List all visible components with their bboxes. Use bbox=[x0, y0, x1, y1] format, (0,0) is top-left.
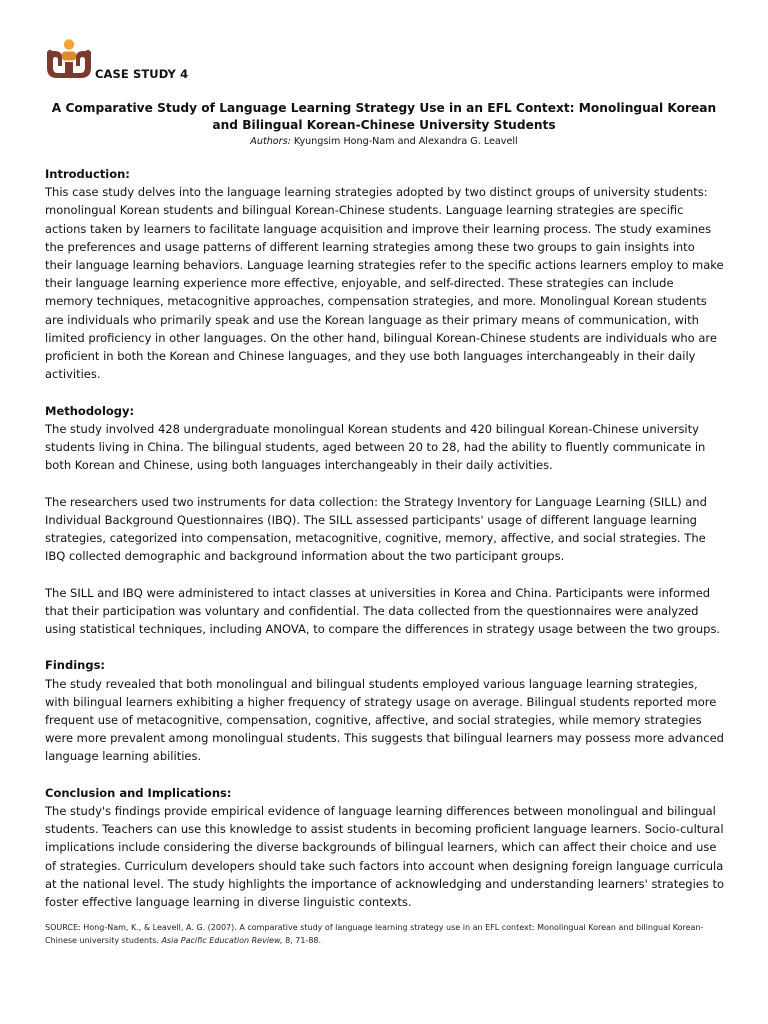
authors-line bbox=[45, 135, 723, 149]
introduction-heading: Introduction: bbox=[45, 167, 130, 181]
source-journal: Asia Pacific Education Review, bbox=[161, 936, 283, 945]
case-study-label: CASE STUDY 4 bbox=[95, 67, 189, 81]
introduction-paragraph: This case study delves into the language learning strategies adopted by two distinct groups of university students: monolingual Korean students and bilingual Korean-Chinese students. Language learning strategies are specific actions taken by learners to facilitate language acquisition and improve their learning process. The study examines the preferences and usage patterns of different learning strategies among these two groups to gain insights into their language learning behaviors. Language learning strategies refer to the specific actions learners employ to make their language learning experience more effective, enjoyable, and self-directed. These strategies can include memory techniques, metacognitive approaches, compensation strategies, and more. Monolingual Korean students are individuals who primarily speak and use the Korean language as their primary means of communication, with limited proficiency in other languages. On the other hand, bilingual Korean-Chinese students are individuals who are proficient in both the Korean and Chinese languages, and they use both languages interchangeably in their daily activities. bbox=[45, 185, 724, 382]
people-hands-logo-icon bbox=[45, 38, 93, 80]
source-suffix: 8, 71-88. bbox=[282, 936, 322, 945]
section-spacer bbox=[45, 383, 725, 401]
conclusion-paragraph: The study's findings provide empirical evidence of language learning differences between monolingual and bilingual students. Teachers can use this knowledge to assist students in becoming proficient language learners. Socio-cultural implications include considering the diverse backgrounds of bilingual learners, which can affect their choice and use of strategies. Curriculum developers should take such factors into account when designing foreign language curricula at the national level. The study highlights the importance of acknowledging and understanding learners' strategies to foster effective language learning in diverse linguistic contexts. bbox=[45, 804, 725, 910]
section-spacer bbox=[45, 766, 725, 784]
document-body bbox=[45, 165, 725, 911]
authors-label: Authors: bbox=[250, 136, 291, 147]
document-title: A Comparative Study of Language Learning Strategy Use in an EFL Context: Monolingual Korean and Bilingual Korean-Chinese University Students bbox=[51, 101, 717, 132]
paragraph-spacer bbox=[45, 565, 725, 583]
methodology-heading: Methodology: bbox=[45, 403, 135, 418]
methodology-paragraph-3: The SILL and IBQ were administered to intact classes at universities in Korea and China. Participants were informed that their participation was voluntary and confidential. The data collected from the questionnaires were analyzed using statistical techniques, including ANOVA, to compare the differences in strategy usage between the two groups. bbox=[45, 585, 721, 637]
section-spacer bbox=[45, 638, 725, 656]
findings-paragraph: The study revealed that both monolingual and bilingual students employed various language learning strategies, with bilingual learners exhibiting a higher frequency of strategy usage on average. Bilingual students reported more frequent use of metacognitive, compensation, cognitive, affective, and social strategies, while memory strategies were more prevalent among monolingual students. This suggests that bilingual learners may possess more advanced language learning abilities. bbox=[45, 676, 724, 764]
methodology-paragraph-1: The study involved 428 undergraduate monolingual Korean students and 420 bilingual Korean-Chinese university students living in China. The bilingual students, aged between 20 to 28, had the ability to fluently communicate in both Korean and Chinese, using both languages interchangeably in their daily activities. bbox=[45, 421, 706, 473]
source-citation bbox=[45, 921, 725, 947]
header bbox=[45, 38, 345, 82]
title-block bbox=[45, 100, 723, 149]
authors-names: Kyungsim Hong-Nam and Alexandra G. Leavell bbox=[290, 136, 518, 147]
paragraph-spacer bbox=[45, 474, 725, 492]
conclusion-heading: Conclusion and Implications: bbox=[45, 785, 232, 800]
findings-heading: Findings: bbox=[45, 658, 106, 673]
methodology-paragraph-2: The researchers used two instruments for data collection: the Strategy Inventory for Language Learning (SILL) and Individual Background Questionnaires (IBQ). The SILL assessed participants' usage of different language learning strategies, categorized into compensation, metacognitive, cognitive, memory, affective, and social strategies. The IBQ collected demographic and background information about the two participant groups. bbox=[45, 494, 707, 564]
source-prefix: SOURCE: Hong-Nam, K., & Leavell, A. G. (2007). A comparative study of language learning strategy use in an EFL context: Monolingual Korean and bilingual Korean-Chinese university students. bbox=[45, 923, 704, 945]
